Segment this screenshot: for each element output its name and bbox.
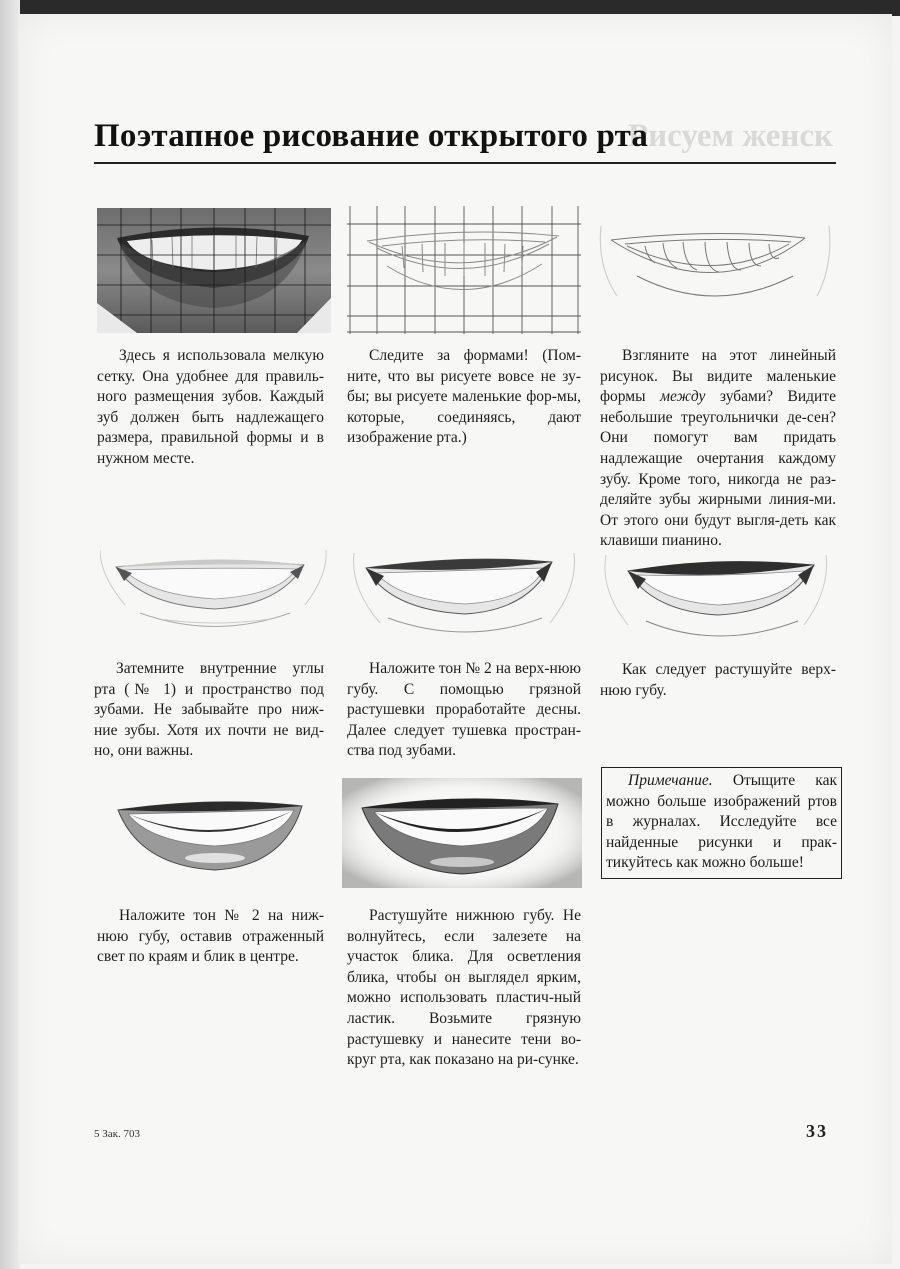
figure-step7-mouth — [100, 790, 330, 880]
note-text: Отыщите как можно больше изображений ртов в журналах. Исследуйте все найденные рисунки и прак-тикуйтесь как можно больше! — [606, 772, 837, 872]
caption-step8-text: Растушуйте нижнюю губу. Не волнуйтесь, если залезете на участок блика. Для осветления блика, чтобы он выглядел ярким, можно использовать пластич-ный ластик. Возьмите грязную растушевку и нанесите тени во-круг рта, как показано на ри-сунке. — [347, 907, 581, 1069]
figure-step6-mouth — [600, 545, 830, 645]
caption-step3-text-b: зубами? Видите небольшие треугольнички де-сен? Они помогут вам придать надлежащие очертания каждому зубу. Кроме того, никогда не раз-деляйте зубы жирными линия-ми. От этого они будут выгля-деть как клавиши пианино. — [600, 388, 837, 550]
figure-step4-mouth — [100, 545, 330, 640]
bleed-through-title: Рисуем женск — [628, 118, 834, 154]
page-title: Поэтапное рисование открытого рта — [94, 118, 649, 154]
caption-step6 — [600, 660, 836, 701]
caption-step3 — [600, 346, 836, 552]
caption-step3-text-a: Взгляните на этот линейный рисунок. Вы видите маленькие формы — [600, 347, 836, 406]
note-box — [601, 767, 842, 879]
caption-step4-text: Затемните внутренние углы рта (№ 1) и пространство под зубами. Не забывайте про ниж-ние зубы. Хотя их почти не вид-но, они важны. — [94, 660, 324, 760]
caption-step1 — [97, 346, 324, 470]
caption-step2-text: Следите за формами! (Пом-ните, что вы рисуете вовсе не зу-бы; вы рисуете маленькие фор-мы, которые, соединяясь, дают изображение рта.) — [347, 347, 581, 447]
scan-left-edge — [0, 0, 20, 1269]
figure-step8-mouth — [342, 778, 582, 888]
caption-step7-text: Наложите тон № 2 на ниж-нюю губу, оставив отраженный свет по краям и блик в центре. — [97, 907, 324, 966]
print-mark: 5 Зак. 703 — [94, 1128, 140, 1140]
caption-step1-text: Здесь я использовала мелкую сетку. Она удобнее для правиль-ного размещения зубов. Каждый зуб должен быть надлежащего размера, правильной формы и в нужном месте. — [97, 347, 324, 467]
figure-step5-mouth — [350, 548, 580, 643]
caption-step8 — [347, 906, 581, 1071]
page-number: 33 — [806, 1121, 828, 1141]
figure-line-drawing — [597, 206, 833, 334]
caption-step5 — [347, 659, 581, 762]
caption-step5-text: Наложите тон № 2 на верх-нюю губу. С помощью грязной растушевки проработайте десны. Далее следует тушевка простран-ства под зубами. — [347, 660, 581, 760]
caption-step6-text: Как следует растушуйте верх-нюю губу. — [600, 661, 836, 699]
caption-step7 — [97, 906, 324, 968]
caption-step2 — [347, 346, 581, 449]
figure-grid-sketch — [347, 206, 581, 334]
note-label: Примечание. — [628, 772, 713, 789]
caption-step3-emphasis: между — [660, 388, 706, 406]
title-underline — [94, 162, 836, 164]
figure-photo-grid — [97, 208, 331, 333]
caption-step4 — [94, 659, 324, 762]
